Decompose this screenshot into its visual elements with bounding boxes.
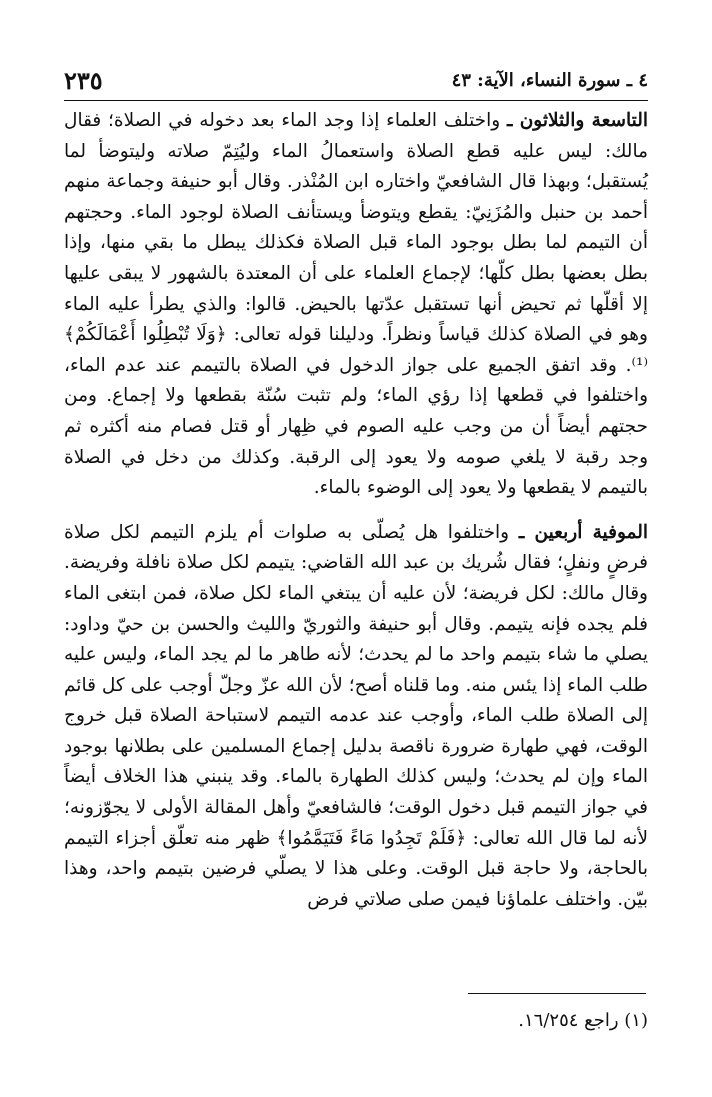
- paragraph-heading: التاسعة والثلاثون ـ: [506, 110, 649, 131]
- page-number: ٢٣٥: [64, 65, 103, 95]
- page-header: [64, 60, 648, 100]
- paragraph-heading: الموفية أربعين ـ: [518, 521, 648, 543]
- main-text: [64, 106, 648, 915]
- paragraph-39: [64, 106, 648, 504]
- footnote-rule: [468, 993, 646, 994]
- paragraph-40: [64, 518, 648, 916]
- paragraph-body: واختلف العلماء إذا وجد الماء بعد دخوله في الصلاة؛ فقال مالك: ليس عليه قطع الصلاة واستعمالُ الماء وليُتِمّ صلاته وليتوضأ لما يُستقبل؛ وبهذا قال الشافعيّ واختاره ابن المُنْذر. وقال أبو حنيفة وجماعة منهم أحمد بن حنبل والمُزَنِيّ: يقطع ويتوضأ ويستأنف الصلاة لوجود الماء. وحجتهم أن التيمم لما بطل بوجود الماء قبل الصلاة فكذلك يبطل ما بقي منها، وإذا بطل بعضها بطل كلّها؛ لإجماع العلماء على أن المعتدة بالشهور لا يبقى عليها إلا أقلّها ثم تحيض أنها تستقبل عدّتها بالحيض. قالوا: والذي يطرأ عليه الماء وهو في الصلاة كذلك قياساً ونظراً. ودليلنا قوله تعالى: ﴿وَلَا تُبْطِلُوا أَعْمَالَكُمْ﴾⁽¹⁾. وقد اتفق الجميع على جواز الدخول في الصلاة بالتيمم عند عدم الماء، واختلفوا في قطعها إذا رؤي الماء؛ ولم تثبت سُنّة بقطعها ولا إجماع. ومن حجتهم أيضاً أن من وجب عليه الصوم في ظِهار أو قتل فصام منه أكثره ثم وجد رقبة لا يلغي صومه ولا يعود إلى الرقبة. وكذلك من دخل في الصلاة بالتيمم لا يقطعها ولا يعود إلى الوضوء بالماء.: [64, 110, 648, 499]
- paragraph-body: واختلفوا هل يُصلّى به صلوات أم يلزم التيمم لكل صلاة فرضٍ ونفلٍ؛ فقال شُريك بن عبد الله القاضي: يتيمم لكل صلاة نافلة وفريضة. وقال مالك: لكل فريضة؛ لأن عليه أن يبتغي الماء لكل صلاة، فمن ابتغى الماء فلم يجده فإنه يتيمم. وقال أبو حنيفة والثوريّ والليث والحسن بن حيّ وداود: يصلي ما شاء بتيمم واحد ما لم يحدث؛ لأنه طاهر ما لم يجد الماء، وليس عليه طلب الماء إذا يئس منه. وما قلناه أصح؛ لأن الله عزّ وجلّ أوجب على كل قائم إلى الصلاة طلب الماء، وأوجب عند عدمه التيمم لاستباحة الصلاة قبل خروج الوقت، فهي طهارة ضرورة ناقصة بدليل إجماع المسلمين على بطلانها بوجود الماء وإن لم يحدث؛ وليس كذلك الطهارة بالماء. وقد ينبني هذا الخلاف أيضاً في جواز التيمم قبل دخول الوقت؛ فالشافعيّ وأهل المقالة الأولى لا يجوّزونه؛ لأنه لما قال الله تعالى: ﴿فَلَمْ تَجِدُوا مَاءً فَتَيَمَّمُوا﴾ ظهر منه تعلّق أجزاء التيمم بالحاجة، ولا حاجة قبل الوقت. وعلى هذا لا يصلّي فرضين بتيمم واحد، وهذا بيّن. واختلف علماؤنا فيمن صلى صلاتي فرض: [64, 521, 648, 910]
- footnote: (١) راجع ١٦/٢٥٤.: [518, 1010, 648, 1031]
- header-rule: [64, 100, 648, 101]
- running-title: ٤ ـ سورة النساء، الآية: ٤٣: [451, 69, 648, 91]
